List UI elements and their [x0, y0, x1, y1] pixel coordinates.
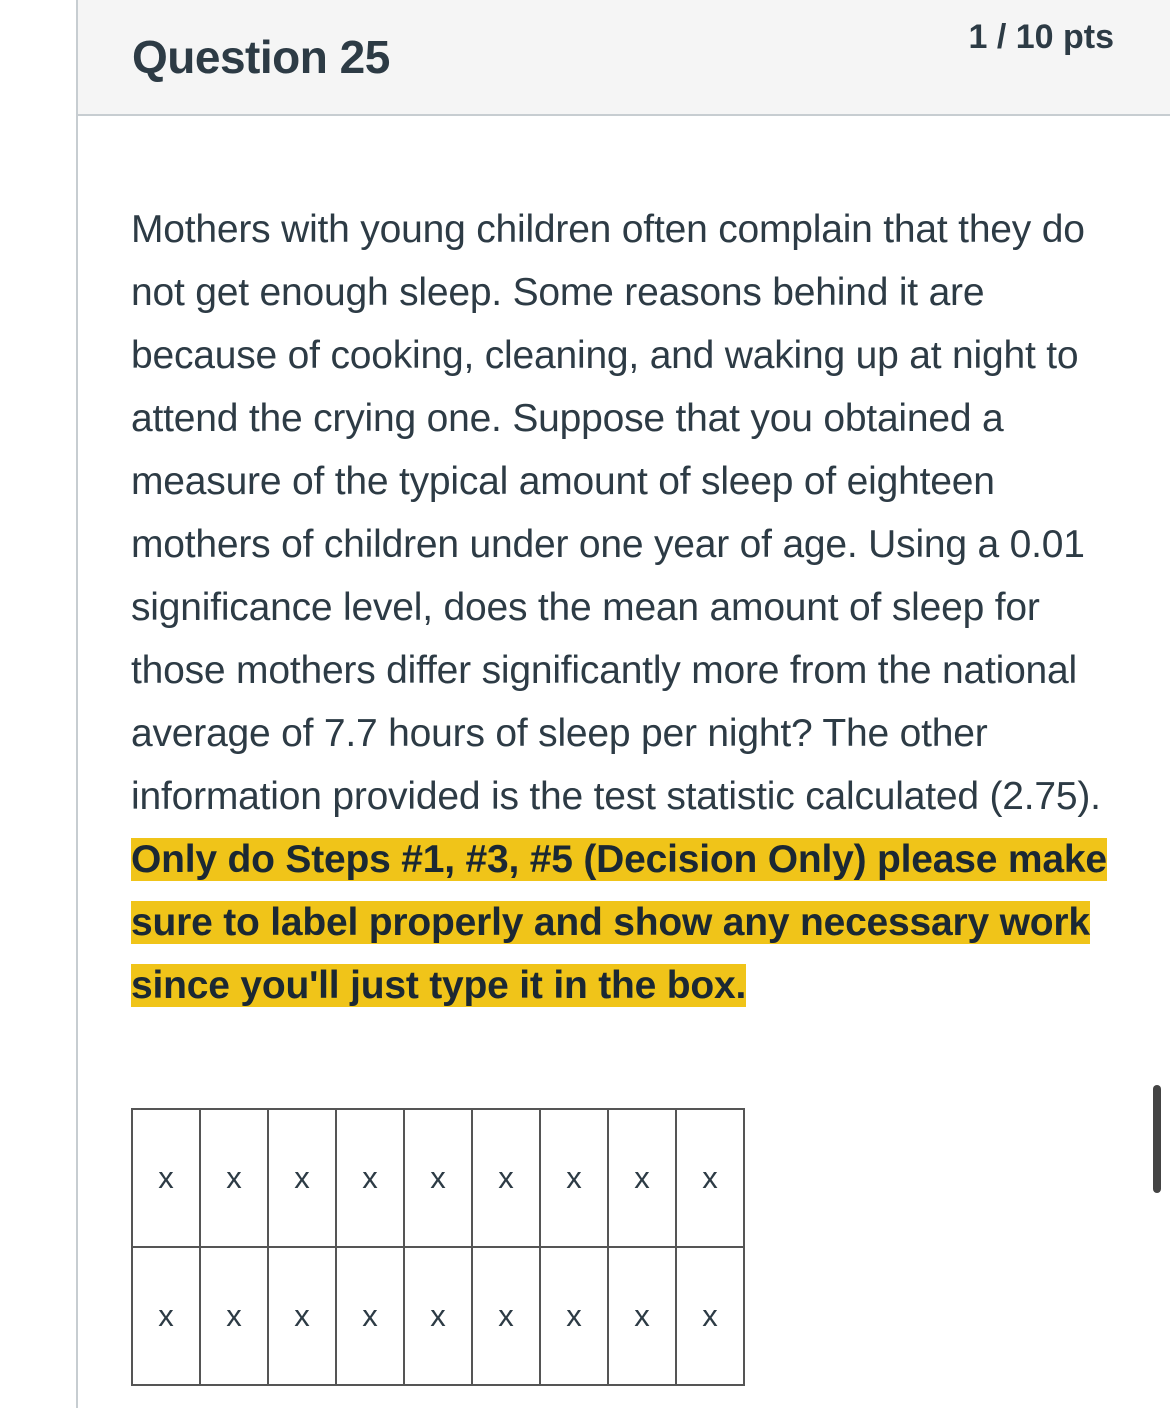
- data-table: [131, 1108, 745, 1386]
- table-cell: x: [132, 1247, 200, 1385]
- table-cell: x: [540, 1109, 608, 1247]
- table-cell: x: [540, 1247, 608, 1385]
- table-cell: x: [132, 1109, 200, 1247]
- table-cell: x: [472, 1109, 540, 1247]
- table-cell: x: [608, 1247, 676, 1385]
- scrollbar[interactable]: [1153, 1085, 1161, 1193]
- table-cell: x: [472, 1247, 540, 1385]
- table-row: [132, 1247, 744, 1385]
- table-cell: x: [676, 1247, 744, 1385]
- table-cell: x: [404, 1247, 472, 1385]
- highlighted-instructions: Only do Steps #1, #3, #5 (Decision Only) please make sure to label properly and show any necessary work since you'll just type it in the box.: [131, 838, 1107, 1007]
- table-cell: x: [336, 1109, 404, 1247]
- table-cell: x: [268, 1247, 336, 1385]
- question-points: 1 / 10 pts: [968, 18, 1114, 56]
- question-text: [131, 198, 1116, 1017]
- question-body: Mothers with young children often complain that they do not get enough sleep. Some reasons behind it are because of cooking, cleaning, and waking up at night to attend the crying one. Suppose that you obtained a measure of the typical amount of sleep of eighteen mothers of children under one year of age. Using a 0.01 significance level, does the mean amount of sleep for those mothers differ significantly more from the national average of 7.7 hours of sleep per night? The other information provided is the test statistic calculated (2.75).: [131, 208, 1101, 818]
- table-cell: x: [336, 1247, 404, 1385]
- question-title: Question 25: [132, 31, 390, 83]
- table-row: [132, 1109, 744, 1247]
- table-cell: x: [200, 1109, 268, 1247]
- left-border: [76, 0, 78, 1408]
- table-cell: x: [676, 1109, 744, 1247]
- table-cell: x: [268, 1109, 336, 1247]
- question-header: [78, 0, 1170, 116]
- table-cell: x: [404, 1109, 472, 1247]
- table-cell: x: [200, 1247, 268, 1385]
- table-cell: x: [608, 1109, 676, 1247]
